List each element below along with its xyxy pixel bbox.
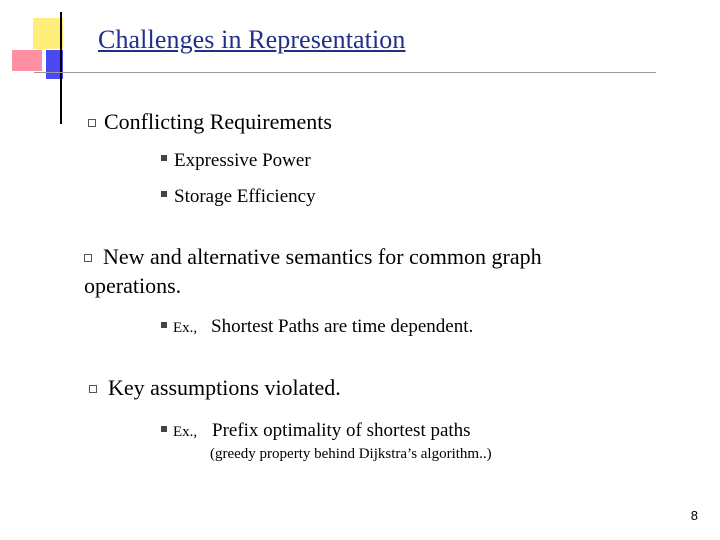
- filled-square-bullet-icon: [161, 191, 167, 197]
- filled-square-bullet-icon: [161, 155, 167, 161]
- sub-expressive-power: Expressive Power: [174, 150, 311, 171]
- bullet-key-assumptions: Key assumptions violated.: [108, 375, 341, 400]
- filled-square-bullet-icon: [161, 426, 167, 432]
- logo-pink-square: [12, 50, 42, 71]
- bullet-new-semantics-line1: New and alternative semantics for common graph: [103, 244, 542, 269]
- hollow-square-bullet-icon: [89, 385, 97, 393]
- sub-storage-efficiency: Storage Efficiency: [174, 186, 316, 207]
- logo-vertical-line: [60, 12, 62, 124]
- filled-square-bullet-icon: [161, 322, 167, 328]
- bullet-conflicting-requirements: Conflicting Requirements: [104, 109, 332, 134]
- example-prefix: Ex.,: [173, 320, 198, 336]
- hollow-square-bullet-icon: [84, 254, 92, 262]
- sub-shortest-paths-time-dependent: Shortest Paths are time dependent.: [211, 316, 474, 337]
- page-number: 8: [690, 508, 698, 523]
- sub-dijkstra-note: (greedy property behind Dijkstra’s algorithm..): [210, 446, 492, 462]
- logo-yellow-square: [33, 18, 63, 49]
- sub-prefix-optimality: Prefix optimality of shortest paths: [212, 420, 471, 441]
- bullet-new-semantics-line2: operations.: [84, 273, 182, 298]
- slide-title: Challenges in Representation: [98, 25, 406, 54]
- example-prefix: Ex.,: [173, 424, 198, 440]
- hollow-square-bullet-icon: [88, 119, 96, 127]
- title-divider-line: [34, 72, 656, 73]
